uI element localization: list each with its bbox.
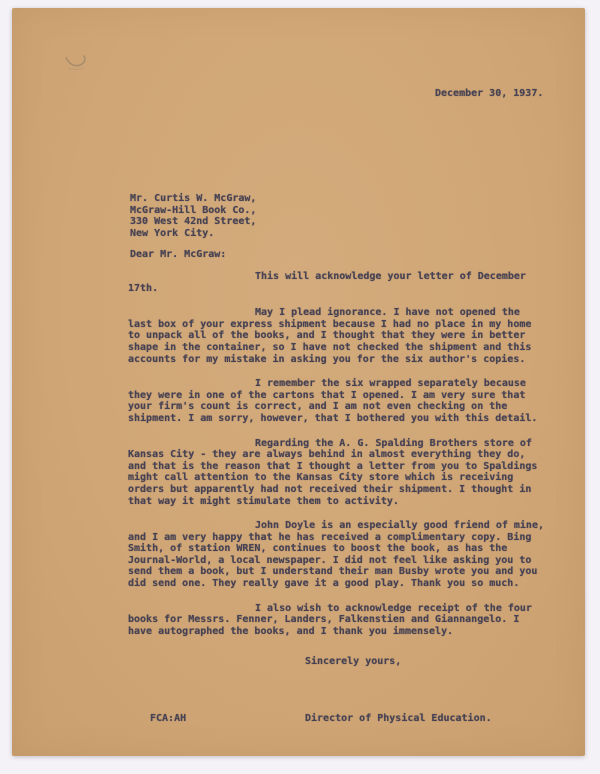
address-line: 330 West 42nd Street, — [130, 216, 257, 228]
signature-title: Director of Physical Education. — [305, 713, 492, 724]
address-line: New York City. — [130, 227, 215, 239]
salutation: Dear Mr. McGraw: — [130, 249, 227, 260]
pencil-smudge — [60, 48, 94, 76]
paragraph: John Doyle is an especially good friend of mine, and I am very happy that he has received a complimentary copy. Bing Smith, of station WREN, continues to boost the book, as has the Journal-World, a local newspaper. I did not feel like asking you to send them a book, but I understand their man Busby wrote you and you did send one. They really gave it a good play. Thank you so much. — [128, 520, 544, 590]
address-line: Mr. Curtis W. McGraw, — [130, 193, 257, 204]
paragraph: I remember the six wrapped separately because they were in one of the cartons that I opened. I am very sure that your firm's count is correct, and I am not even checking on the shipment. I am sorry, however, that I bothered you with this detail. — [128, 378, 538, 424]
letter-body — [128, 271, 548, 650]
typist-initials: FCA:AH — [150, 713, 187, 724]
paragraph: This will acknowledge your letter of December 17th. — [128, 271, 526, 294]
paragraph: Regarding the A. G. Spalding Brothers store of Kansas City - they are always behind in almost everything they do, and that is the reason that I thought a letter from you to Spaldings might call attention to the Kansas City store which is receiving orders but apparently had not received their shipment. I thought in that way it might stimulate them to activity. — [128, 437, 538, 507]
letter-paper — [12, 8, 585, 756]
address-line: McGraw-Hill Book Co., — [130, 204, 257, 216]
date-line: December 30, 1937. — [435, 88, 544, 99]
paragraph: May I plead ignorance. I have not opened the last box of your express shipment because I had no place in my home to unpack all of the books, and I thought that they were in better shape in the container, so I have not checked the shipment and this accounts for my mistake in asking you for the six author's copies. — [128, 307, 532, 365]
paragraph: I also wish to acknowledge receipt of the four books for Messrs. Fenner, Landers, Falkenstien and Giannangelo. I have autographed the books, and I thank you immensely. — [128, 602, 532, 637]
recipient-address — [130, 193, 256, 239]
closing: Sincerely yours, — [305, 656, 402, 667]
